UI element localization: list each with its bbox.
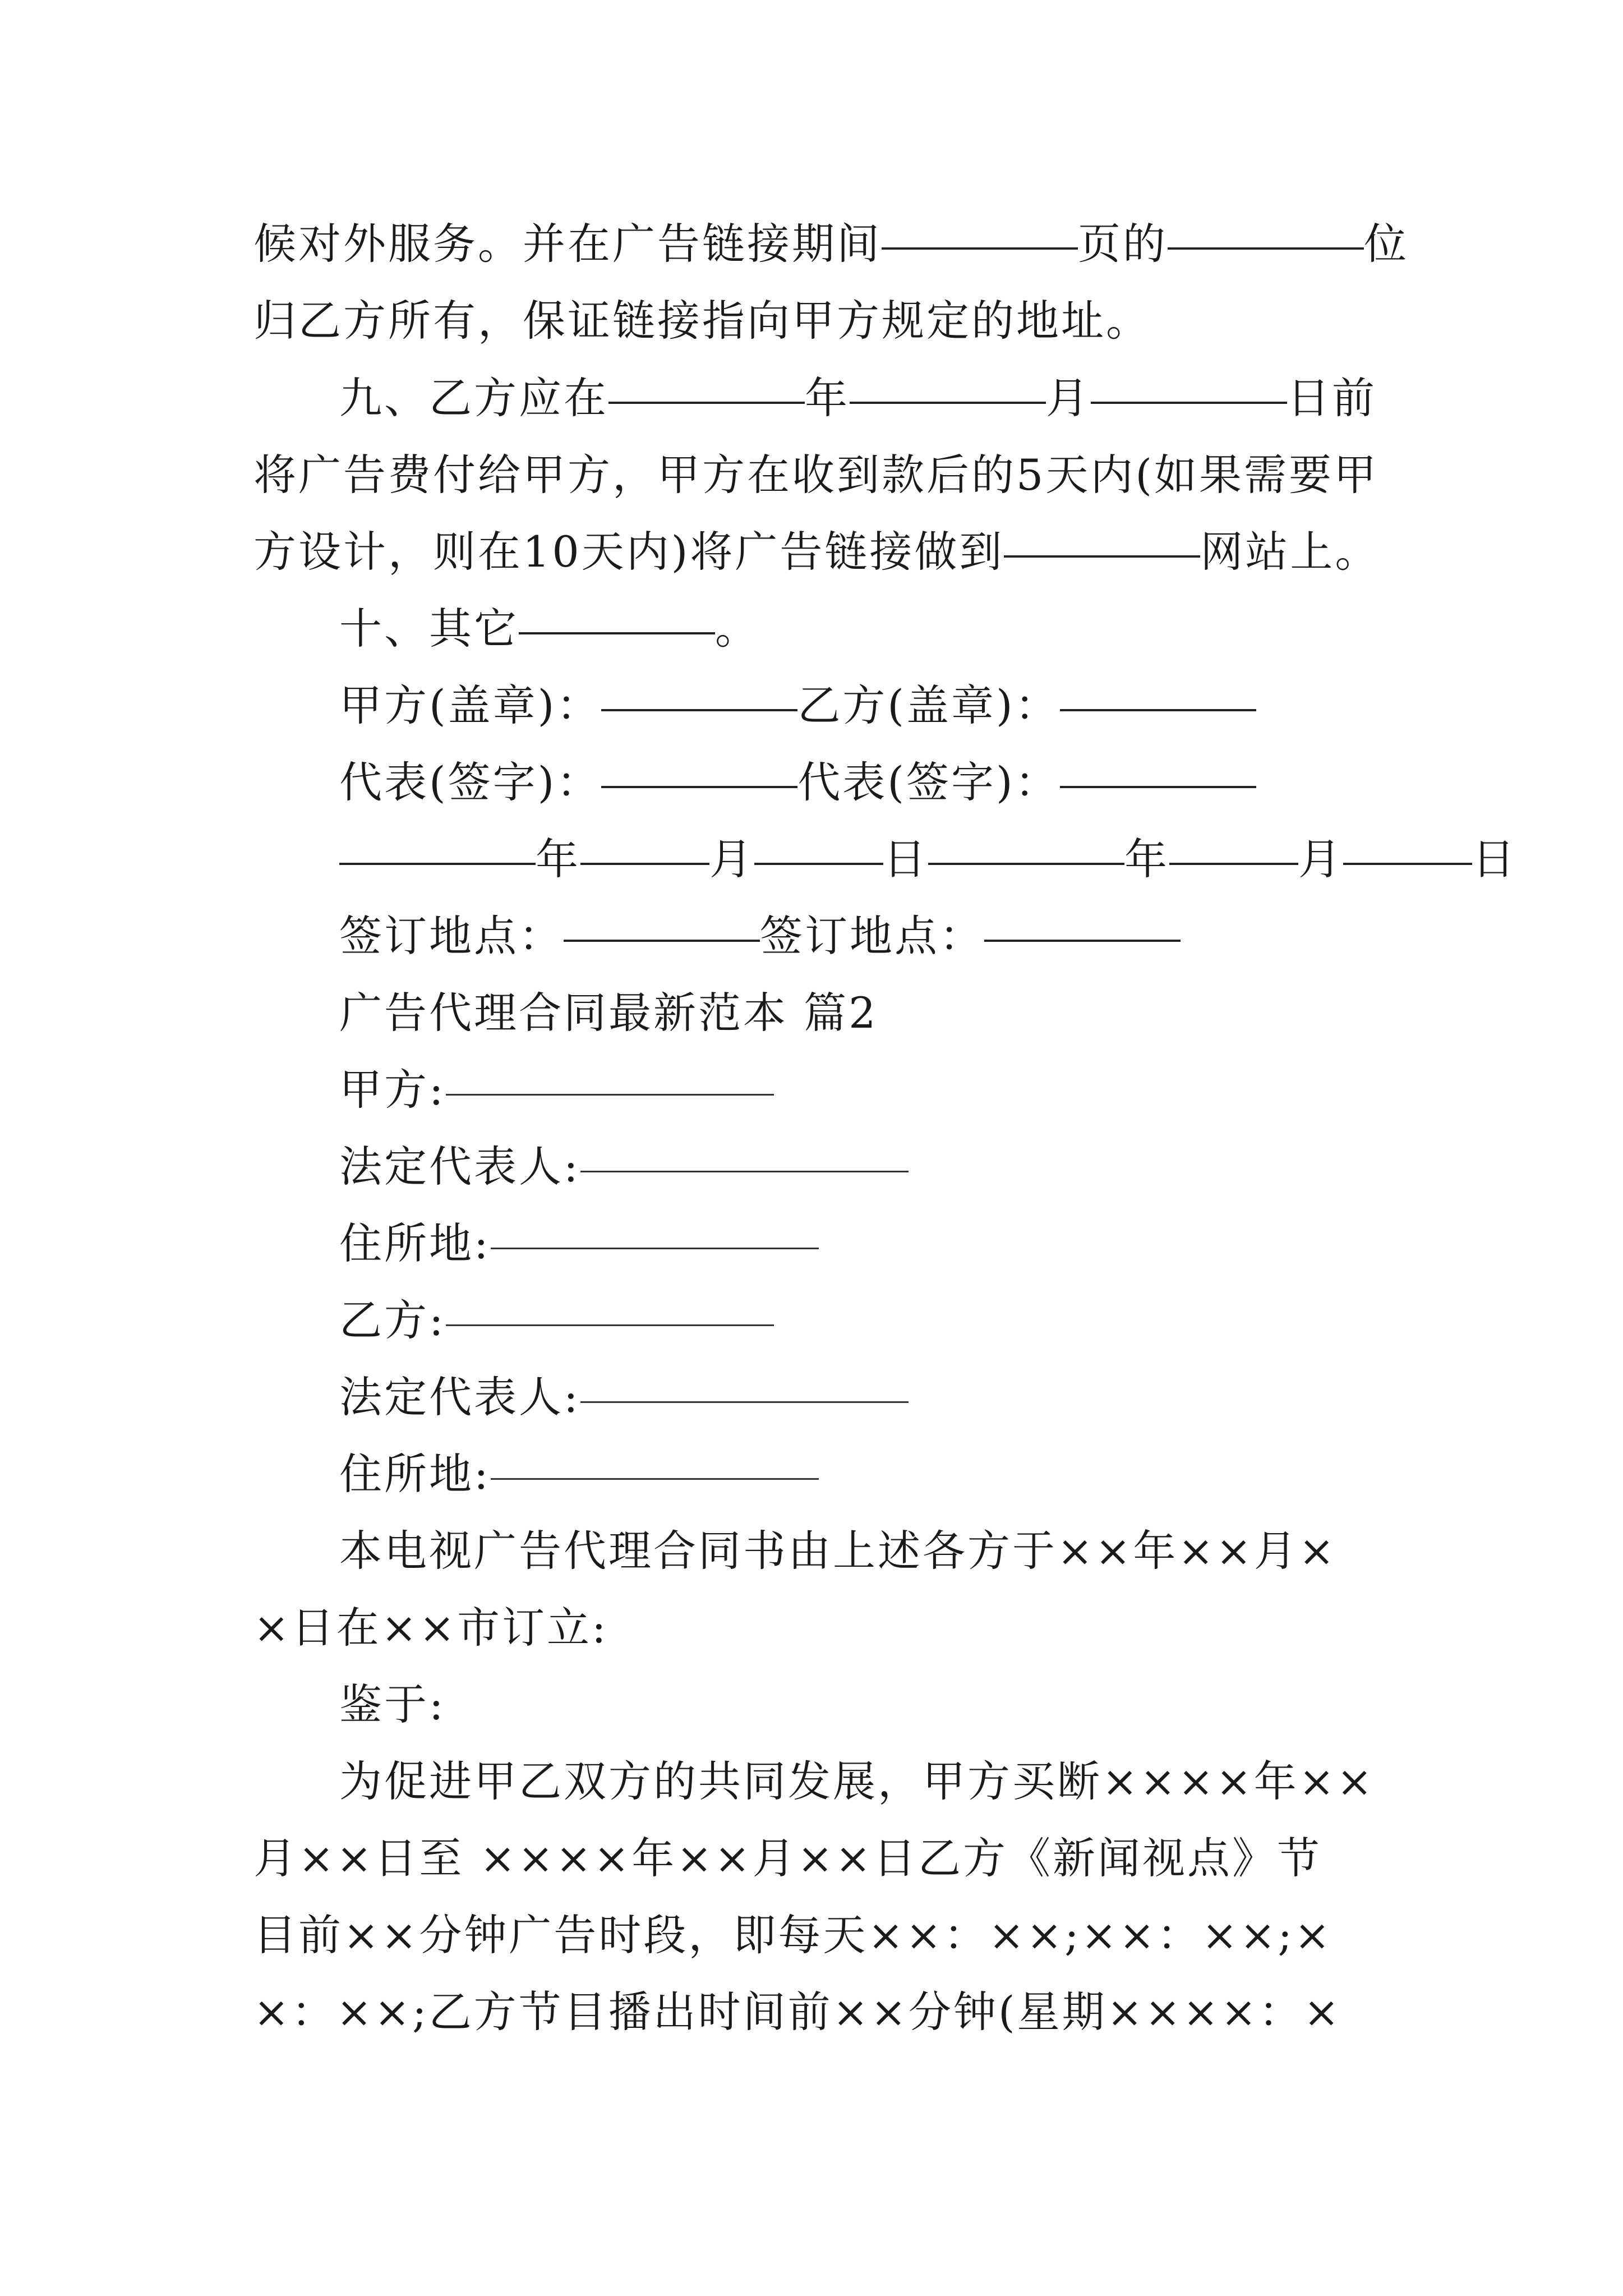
text-segment: 九、乙方应在 [339,373,608,423]
text-segment: 位 [1364,219,1409,269]
fill-in-blank[interactable] [1343,861,1472,865]
field-label: 乙方: [339,1295,446,1345]
field-label: 法定代表人: [339,1372,580,1422]
date-line [339,820,1517,899]
party-field [339,1281,1386,1360]
fill-in-blank[interactable] [446,1092,774,1096]
field-label: 住所地: [339,1218,491,1268]
paragraph-line: 为促进甲乙双方的共同发展，甲方买断××××年×× [339,1756,1375,1806]
fill-in-blank[interactable] [928,861,1124,865]
fill-in-blank[interactable] [519,630,715,634]
party-field [339,1435,1386,1513]
text-segment: 候对外服务。并在广告链接期间 [253,219,882,269]
field-label: 住所地: [339,1449,491,1499]
signing-place-label: 签订地点： [339,911,564,961]
text-segment: 年 [805,373,850,423]
paragraph-line: 归乙方所有，保证链接指向甲方规定的地址。 [253,296,1151,346]
party-field [339,1204,1386,1283]
fill-in-blank[interactable] [339,861,536,865]
fill-in-blank[interactable] [491,1476,819,1480]
paragraph-line: 目前××分钟广告时段，即每天××：××;××：××;× [253,1910,1332,1960]
paragraph-line [253,205,1409,283]
fill-in-blank[interactable] [1091,399,1287,404]
fill-in-blank[interactable] [580,1399,909,1403]
fill-in-blank[interactable] [984,937,1181,942]
fill-in-blank[interactable] [580,1168,909,1172]
party-field [339,1051,1386,1129]
paragraph-line [339,590,1386,668]
paragraph-line: ×日在××市订立: [253,1603,608,1653]
paragraph-line: ×：××;乙方节目播出时间前××分钟(星期××××：× [253,1987,1342,2037]
fill-in-blank[interactable] [1168,245,1364,250]
text-segment: 页的 [1078,219,1168,269]
field-label: 甲方: [339,1065,446,1115]
paragraph-line: 鉴于: [339,1680,446,1729]
text-segment: 十、其它 [339,604,519,654]
fill-in-blank[interactable] [608,399,805,404]
text-segment: 。 [715,604,760,654]
paragraph-line: 将广告费付给甲方，甲方在收到款后的5天内(如果需要甲 [253,450,1379,500]
signature-line [339,666,1386,745]
signing-place-line [339,897,1386,976]
fill-in-blank[interactable] [1169,861,1298,865]
fill-in-blank[interactable] [564,937,760,942]
fill-in-blank[interactable] [601,784,797,788]
fill-in-blank[interactable] [1060,707,1256,711]
party-a-seal-label: 甲方(盖章)： [339,680,602,730]
fill-in-blank[interactable] [1060,784,1256,788]
party-field [339,1128,1386,1206]
fill-in-blank[interactable] [754,861,883,865]
fill-in-blank[interactable] [446,1322,774,1326]
paragraph-line: 月××日至 ××××年××月××日乙方《新闻视点》节 [253,1833,1322,1883]
text-segment: 年 [536,834,580,884]
representative-b-label: 代表(签字)： [797,757,1060,807]
section-title: 广告代理合同最新范本 篇2 [339,988,878,1038]
paragraph-line [339,359,1386,438]
text-segment: 日前 [1287,373,1377,423]
signature-line [339,743,1386,822]
text-segment: 网站上。 [1200,527,1380,577]
fill-in-blank[interactable] [1004,553,1200,558]
fill-in-blank[interactable] [491,1245,819,1249]
representative-a-label: 代表(签字)： [339,757,602,807]
fill-in-blank[interactable] [580,861,709,865]
text-segment: 日 [883,834,928,884]
paragraph-line [253,513,1386,591]
text-segment: 日 [1472,834,1517,884]
paragraph-line: 本电视广告代理合同书由上述各方于××年××月× [339,1526,1337,1576]
text-segment: 月 [1046,373,1091,423]
fill-in-blank[interactable] [882,245,1078,250]
signing-place-label: 签订地点： [760,911,984,961]
text-segment: 年 [1124,834,1169,884]
party-b-seal-label: 乙方(盖章)： [797,680,1060,730]
field-label: 法定代表人: [339,1142,580,1191]
text-segment: 方设计，则在10天内)将广告链接做到 [253,527,1004,577]
fill-in-blank[interactable] [850,399,1046,404]
party-field [339,1358,1386,1437]
text-segment: 月 [1298,834,1343,884]
fill-in-blank[interactable] [601,707,797,711]
text-segment: 月 [709,834,754,884]
